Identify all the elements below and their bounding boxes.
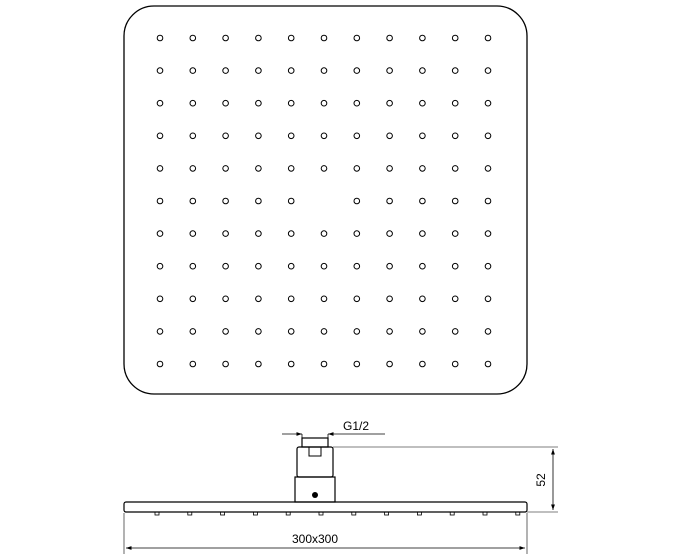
nozzle-hole [354, 263, 360, 269]
nozzle-hole [321, 329, 327, 335]
nozzle-hole [288, 361, 294, 367]
nozzle-hole [387, 35, 393, 41]
nozzle-hole [256, 166, 262, 172]
nozzle-hole [321, 100, 327, 106]
nozzle-hole [288, 231, 294, 237]
nozzle-hole [485, 198, 491, 204]
nozzle-hole [223, 68, 229, 74]
nozzle-hole [288, 296, 294, 302]
nozzle-hole [452, 296, 458, 302]
nozzle-hole [321, 133, 327, 139]
nozzle-hole [452, 263, 458, 269]
nozzle-hole [321, 263, 327, 269]
nozzle-hole [485, 100, 491, 106]
shower-head-plate-outline [124, 6, 527, 394]
nozzle-hole [157, 231, 163, 237]
nozzle-hole [354, 166, 360, 172]
nozzle-hole [387, 166, 393, 172]
nozzle-hole [354, 329, 360, 335]
nozzle-grid [157, 35, 491, 367]
g12-dimension [282, 419, 385, 440]
nozzle-hole [485, 329, 491, 335]
nozzle-hole [387, 263, 393, 269]
nozzle-hole [288, 329, 294, 335]
nozzle-hole [321, 231, 327, 237]
nozzle-hole [420, 68, 426, 74]
nozzle-hole [420, 166, 426, 172]
nozzle-hole [223, 361, 229, 367]
nozzle-hole [485, 35, 491, 41]
nozzle-hole [288, 35, 294, 41]
nozzle-hole [157, 133, 163, 139]
nozzle-hole [354, 198, 360, 204]
nozzle-hole [420, 329, 426, 335]
nozzle-hole [354, 231, 360, 237]
nozzle-hole [452, 166, 458, 172]
nozzle-hole [452, 329, 458, 335]
nozzle-hole [223, 263, 229, 269]
nozzle-hole [256, 296, 262, 302]
nozzle-hole [256, 361, 262, 367]
nozzle-hole [387, 133, 393, 139]
nozzle-hole [420, 361, 426, 367]
nozzle-hole [485, 231, 491, 237]
nozzle-hole [420, 100, 426, 106]
nozzle-hole [485, 68, 491, 74]
nozzle-hole [190, 329, 196, 335]
nozzle-hole [256, 198, 262, 204]
nozzle-hole [190, 263, 196, 269]
nozzle-hole [157, 329, 163, 335]
nozzle-hole [157, 35, 163, 41]
nozzle-hole [387, 100, 393, 106]
nozzle-hole [256, 263, 262, 269]
shower-head-side-plate [124, 502, 527, 512]
nozzle-hole [157, 68, 163, 74]
nozzle-hole [420, 35, 426, 41]
nozzle-hole [190, 361, 196, 367]
nozzle-hole [190, 68, 196, 74]
height-label: 52 [534, 473, 548, 487]
top-view [124, 6, 527, 394]
nozzle-hole [190, 35, 196, 41]
nozzle-hole [190, 100, 196, 106]
nozzle-hole [485, 296, 491, 302]
nozzle-hole [420, 133, 426, 139]
nozzle-hole [420, 263, 426, 269]
nozzle-hole [321, 166, 327, 172]
connection-size-label: G1/2 [343, 419, 370, 433]
nozzle-hole [190, 198, 196, 204]
nozzle-hole [256, 133, 262, 139]
side-view [124, 419, 558, 554]
nozzle-hole [321, 361, 327, 367]
nozzle-hole [157, 296, 163, 302]
nozzle-hole [452, 198, 458, 204]
nozzle-hole [354, 361, 360, 367]
connector-upper-nut [297, 447, 333, 477]
nozzle-hole [452, 231, 458, 237]
connector-screw [312, 492, 318, 498]
nozzle-hole [354, 296, 360, 302]
nozzle-hole [256, 68, 262, 74]
nozzle-hole [288, 133, 294, 139]
nozzle-hole [223, 133, 229, 139]
nozzle-hole [223, 166, 229, 172]
nozzle-hole [157, 263, 163, 269]
nozzle-hole [223, 296, 229, 302]
nozzle-hole [387, 231, 393, 237]
nozzle-hole [288, 100, 294, 106]
nozzle-hole [157, 361, 163, 367]
nozzle-hole [387, 68, 393, 74]
nozzle-hole [190, 231, 196, 237]
nozzle-hole [321, 35, 327, 41]
nozzle-hole [354, 68, 360, 74]
nozzle-hole [223, 329, 229, 335]
nozzle-hole [452, 68, 458, 74]
nozzle-hole [223, 35, 229, 41]
connector-thread-notch [309, 447, 321, 456]
nozzle-hole [387, 329, 393, 335]
nozzle-hole [223, 100, 229, 106]
nozzle-hole [354, 100, 360, 106]
nozzle-hole [223, 231, 229, 237]
nozzle-hole [420, 296, 426, 302]
nozzle-hole [485, 361, 491, 367]
nozzle-hole [223, 198, 229, 204]
nozzle-hole [387, 361, 393, 367]
connector-thread [302, 438, 328, 447]
nozzle-hole [485, 166, 491, 172]
nozzle-hole [354, 35, 360, 41]
nozzle-hole [452, 133, 458, 139]
nozzle-hole [452, 35, 458, 41]
nozzle-hole [288, 198, 294, 204]
nozzle-hole [256, 100, 262, 106]
nozzle-hole [485, 263, 491, 269]
nozzle-hole [452, 361, 458, 367]
nozzle-hole [157, 166, 163, 172]
nozzle-hole [288, 68, 294, 74]
nozzle-hole [354, 133, 360, 139]
nozzle-hole [256, 231, 262, 237]
nozzle-hole [157, 198, 163, 204]
nozzle-hole [190, 296, 196, 302]
nozzle-hole [485, 133, 491, 139]
nozzle-hole [420, 198, 426, 204]
nozzle-hole [157, 100, 163, 106]
nozzle-hole [288, 166, 294, 172]
nozzle-hole [256, 329, 262, 335]
nozzle-hole [190, 133, 196, 139]
connector-body [295, 438, 335, 502]
nozzle-hole [452, 100, 458, 106]
nozzle-hole [420, 231, 426, 237]
nozzle-hole [288, 263, 294, 269]
nozzle-hole [321, 296, 327, 302]
nozzle-hole [387, 198, 393, 204]
nozzle-hole [387, 296, 393, 302]
width-dimension [124, 513, 527, 554]
nozzle-hole [256, 35, 262, 41]
width-label: 300x300 [291, 532, 339, 546]
connector-lower-block [295, 477, 335, 502]
nozzle-hole [321, 68, 327, 74]
nozzle-hole [190, 166, 196, 172]
